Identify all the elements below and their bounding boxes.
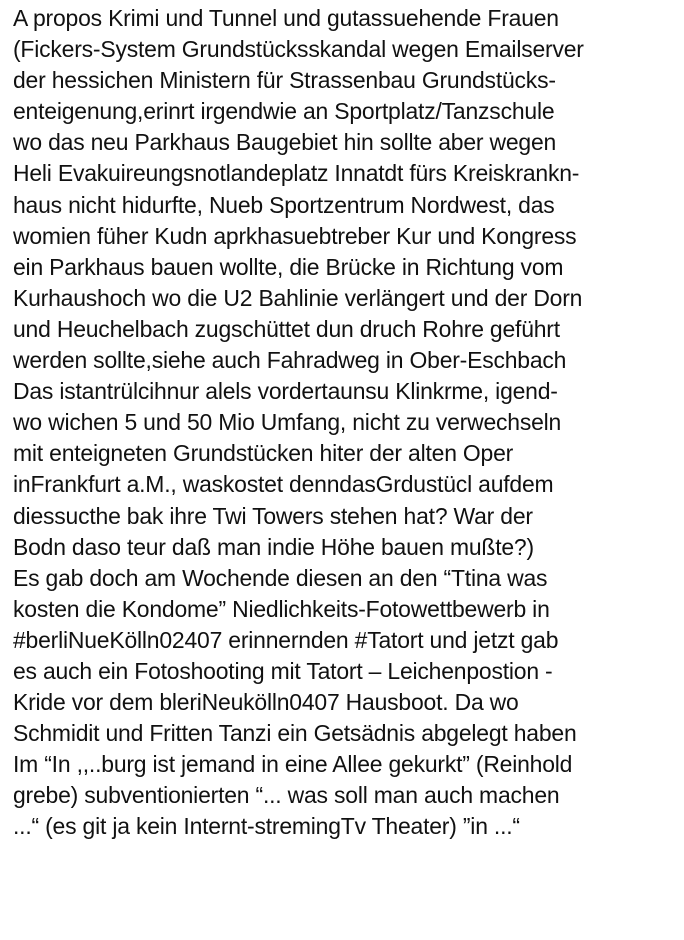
text-line-4: enteigenung,erinrt irgendwie an Sportplatz/Tanzschule — [13, 98, 555, 125]
text-line-24: Schmidit und Fritten Tanzi ein Getsädnis abgelegt haben — [13, 720, 577, 747]
text-line-20: kosten die Kondome” Niedlichkeits-Fotowettbewerb in — [13, 595, 550, 622]
text-line-6: Heli Evakuireungsnotlandeplatz Innatdt fürs Kreiskrankn- — [13, 160, 580, 187]
text-line-10: Kurhaushoch wo die U2 Bahlinie verlängert und der Dorn — [13, 284, 583, 311]
text-line-8: womien füher Kudn aprkhasuebtreber Kur und Kongress — [13, 222, 577, 249]
text-line-21: #berliNueKölln02407 erinnernden #Tatort und jetzt gab — [13, 626, 559, 653]
text-line-27: ...“ (es git ja kein Internt-stremingTv Theater) ”in ...“ — [13, 813, 520, 840]
text-line-3: der hessichen Ministern für Strassenbau Grundstücks- — [13, 67, 556, 94]
text-line-26: grebe) subventionierten “... was soll man auch machen — [13, 782, 560, 809]
text-line-14: wo wichen 5 und 50 Mio Umfang, nicht zu verwechseln — [13, 409, 562, 436]
text-line-5: wo das neu Parkhaus Baugebiet hin sollte aber wegen — [13, 129, 557, 156]
text-line-16: inFrankfurt a.M., waskostet denndasGrdustücl aufdem — [13, 471, 554, 498]
text-line-13: Das istantrülcihnur alels vordertaunsu Klinkrme, igend- — [13, 378, 558, 405]
text-line-7: haus nicht hidurfte, Nueb Sportzentrum Nordwest, das — [13, 191, 555, 218]
text-line-1: A propos Krimi und Tunnel und gutassuehende Frauen — [13, 5, 559, 31]
text-line-9: ein Parkhaus bauen wollte, die Brücke in Richtung vom — [13, 253, 564, 280]
text-line-18: Bodn daso teur daß man indie Höhe bauen mußte?) — [13, 533, 534, 560]
text-line-12: werden sollte,siehe auch Fahradweg in Ober-Eschbach — [13, 347, 567, 374]
text-line-2: (Fickers-System Grundstücksskandal wegen Emailserver — [13, 36, 584, 63]
document-text — [13, 3, 683, 843]
text-line-19: Es gab doch am Wochende diesen an den “Ttina was — [13, 564, 548, 591]
text-line-11: und Heuchelbach zugschüttet dun druch Rohre geführt — [13, 315, 560, 342]
text-line-17: diessucthe bak ihre Twi Towers stehen hat? War der — [13, 502, 533, 529]
text-line-25: Im “In ,,..burg ist jemand in eine Allee gekurkt” (Reinhold — [13, 751, 573, 778]
text-line-15: mit enteigneten Grundstücken hiter der alten Oper — [13, 440, 514, 467]
text-line-22: es auch ein Fotoshooting mit Tatort – Leichenpostion - — [13, 657, 553, 684]
text-line-23: Kride vor dem bleriNeukölln0407 Hausboot. Da wo — [13, 689, 519, 716]
